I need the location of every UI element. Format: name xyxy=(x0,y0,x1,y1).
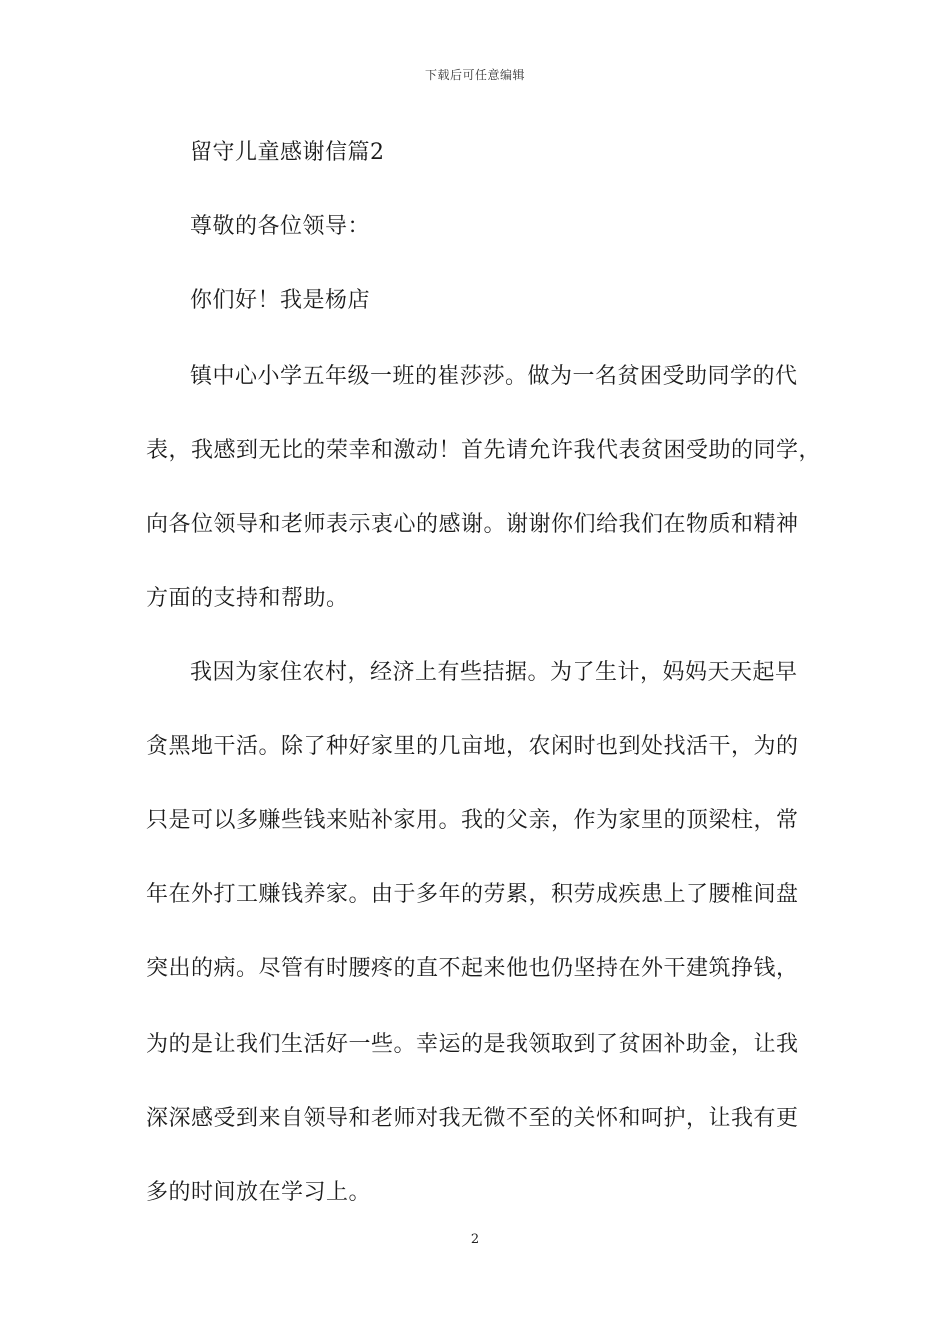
paragraph-line: 为的是让我们生活好一些。幸运的是我领取到了贫困补助金，让我 xyxy=(146,1032,799,1057)
paragraph-line: 深深感受到来自领导和老师对我无微不至的关怀和呵护，让我有更 xyxy=(146,1106,799,1131)
letter-title: 留守儿童感谢信篇2 xyxy=(190,140,385,165)
paragraph-line: 镇中心小学五年级一班的崔莎莎。做为一名贫困受助同学的代 xyxy=(190,364,798,389)
header-note: 下载后可任意编辑 xyxy=(424,68,525,82)
paragraph-line: 年在外打工赚钱养家。由于多年的劳累，积劳成疾患上了腰椎间盘 xyxy=(146,882,799,907)
paragraph-line: 向各位领导和老师表示衷心的感谢。谢谢你们给我们在物质和精神 xyxy=(146,512,799,537)
paragraph-line: 只是可以多赚些钱来贴补家用。我的父亲，作为家里的顶梁柱，常 xyxy=(146,808,799,833)
paragraph-line: 突出的病。尽管有时腰疼的直不起来他也仍坚持在外干建筑挣钱， xyxy=(146,956,799,981)
paragraph-line: 方面的支持和帮助。 xyxy=(146,586,349,611)
greeting: 你们好！我是杨店 xyxy=(190,288,371,313)
page-number: 2 xyxy=(470,1232,480,1247)
salutation: 尊敬的各位领导： xyxy=(190,214,371,239)
paragraph-line: 表，我感到无比的荣幸和激动！首先请允许我代表贫困受助的同学， xyxy=(146,438,822,463)
paragraph-line: 贪黑地干活。除了种好家里的几亩地，农闲时也到处找活干，为的 xyxy=(146,734,799,759)
paragraph-line: 多的时间放在学习上。 xyxy=(146,1180,372,1205)
paragraph-line: 我因为家住农村，经济上有些拮据。为了生计，妈妈天天起早 xyxy=(190,660,798,685)
